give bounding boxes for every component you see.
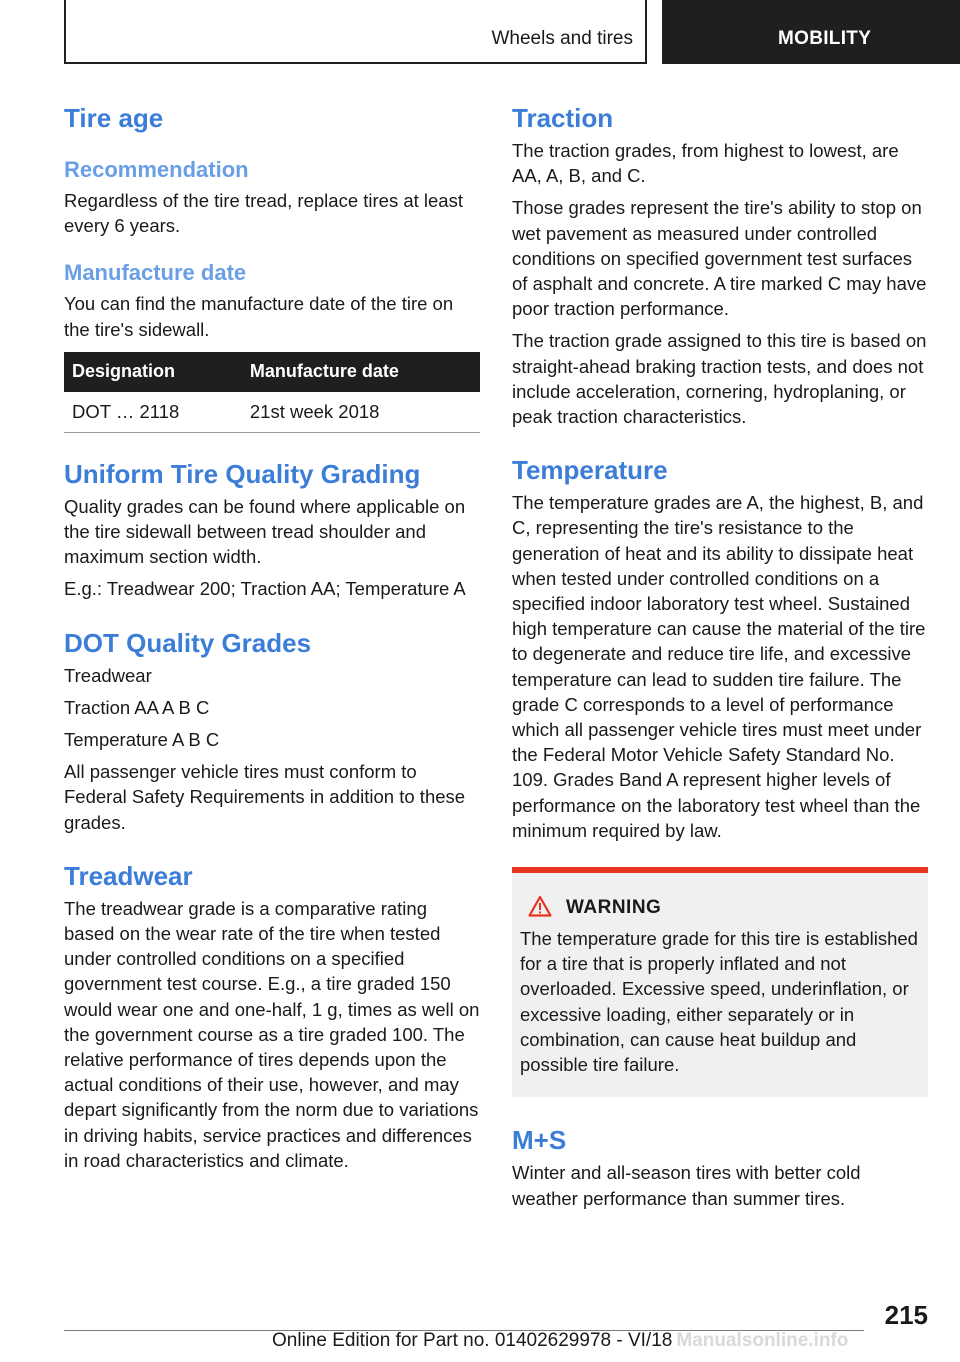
table-row xyxy=(64,392,480,433)
manufacture-date-text: You can find the manufacture date of the tire on the tire's sidewall. xyxy=(64,293,454,340)
warning-triangle-icon xyxy=(528,895,552,922)
header-breadcrumb-box xyxy=(64,0,647,64)
temperature-text: The temperature grades are A, the highest, B, and C, representing the tire's resistance to the generation of heat and its ability to dissipate heat when tested under controlled conditions on a specified indoor laboratory test wheel. Sustained high temperature can cause the material of the tire to degenerate and reduce tire life, and excessive temperature can lead to sudden tire failure. The grade C corresponds to a level of performance which all passenger vehicle tires must meet under the Federal Motor Vehicle Safety Standard No. 109. Grades Band A represent higher levels of performance on the laboratory test wheel than the minimum required by law. xyxy=(512,492,926,841)
table-cell-designation: DOT … 2118 xyxy=(64,392,242,433)
footer xyxy=(272,1330,848,1352)
dot-line-treadwear: Treadwear xyxy=(64,664,152,686)
utqg-heading: Uniform Tire Quality Grading xyxy=(64,458,421,489)
warning-header xyxy=(528,895,920,921)
header-section-box xyxy=(662,0,960,64)
section-title[interactable]: MOBILITY xyxy=(778,28,872,49)
warning-label: WARNING xyxy=(566,897,662,919)
car-icon xyxy=(881,28,925,52)
warning-box xyxy=(512,867,928,1097)
edition-text: Online Edition for Part no. 01402629978 - VI/18 xyxy=(272,1330,673,1351)
traction-heading: Traction xyxy=(512,103,614,133)
treadwear-heading: Treadwear xyxy=(64,860,193,891)
right-column xyxy=(512,96,928,1211)
dot-line-temperature: Temperature A B C xyxy=(64,729,220,751)
traction-text-2: Those grades represent the tire's ability to stop on wet pavement as measured under controlled conditions on specified government test surfaces of asphalt and concrete. A tire marked C may have poor traction performance. xyxy=(512,197,927,320)
dot-text: All passenger vehicle tires must conform to Federal Safety Requirements in addition to these grades. xyxy=(64,761,466,833)
manufacture-date-heading: Manufacture date xyxy=(64,260,247,286)
temperature-heading: Temperature xyxy=(512,455,668,486)
dot-grades-heading: DOT Quality Grades xyxy=(64,627,312,658)
page-number: 215 xyxy=(884,1300,928,1330)
breadcrumb[interactable]: Wheels and tires xyxy=(491,28,633,49)
recommendation-heading: Recommendation xyxy=(64,157,249,182)
utqg-text: Quality grades can be found where applicable on the tire sidewall between tread shoulder and maximum section width. xyxy=(64,495,466,568)
ms-heading: M+S xyxy=(512,1125,567,1156)
table-header-manufacture-date: Manufacture date xyxy=(242,352,480,392)
watermark-text: Manualsonline.info xyxy=(676,1330,849,1351)
table-cell-manufacture-date: 21st week 2018 xyxy=(242,392,480,433)
manufacture-date-table xyxy=(64,352,480,433)
left-column xyxy=(64,96,480,1173)
table-header-designation: Designation xyxy=(64,352,242,392)
warning-text: The temperature grade for this tire is established for a tire that is properly inflated and not overloaded. Excessive speed, underinflation, or excessive loading, either separately or in combination, can cause heat buildup and possible tire failure. xyxy=(520,928,918,1076)
recommendation-text: Regardless of the tire tread, replace tires at least every 6 years. xyxy=(64,190,463,237)
dot-line-traction: Traction AA A B C xyxy=(64,696,210,718)
traction-text-3: The traction grade assigned to this tire is based on straight-ahead braking traction tests, and does not include acceleration, cornering, hydroplaning, or peak traction characteristics. xyxy=(512,330,927,428)
ms-text: Winter and all-season tires with better cold weather performance than summer tires. xyxy=(512,1162,861,1209)
tire-age-heading: Tire age xyxy=(64,103,164,133)
traction-text-1: The traction grades, from highest to lowest, are AA, A, B, and C. xyxy=(512,140,899,187)
treadwear-text: The treadwear grade is a comparative rating based on the wear rate of the tire when tested under controlled conditions on a specified government test course. E.g., a tire graded 150 would wear one and one-half, 1 g, times as well on the government course as a tire graded 100. The relative performance of tires depends upon the actual conditions of their use, however, and may depart significantly from the norm due to variations in driving habits, service practices and differences in road characteristics and climate. xyxy=(64,897,480,1171)
utqg-example: E.g.: Treadwear 200; Traction AA; Temperature A xyxy=(64,578,466,600)
